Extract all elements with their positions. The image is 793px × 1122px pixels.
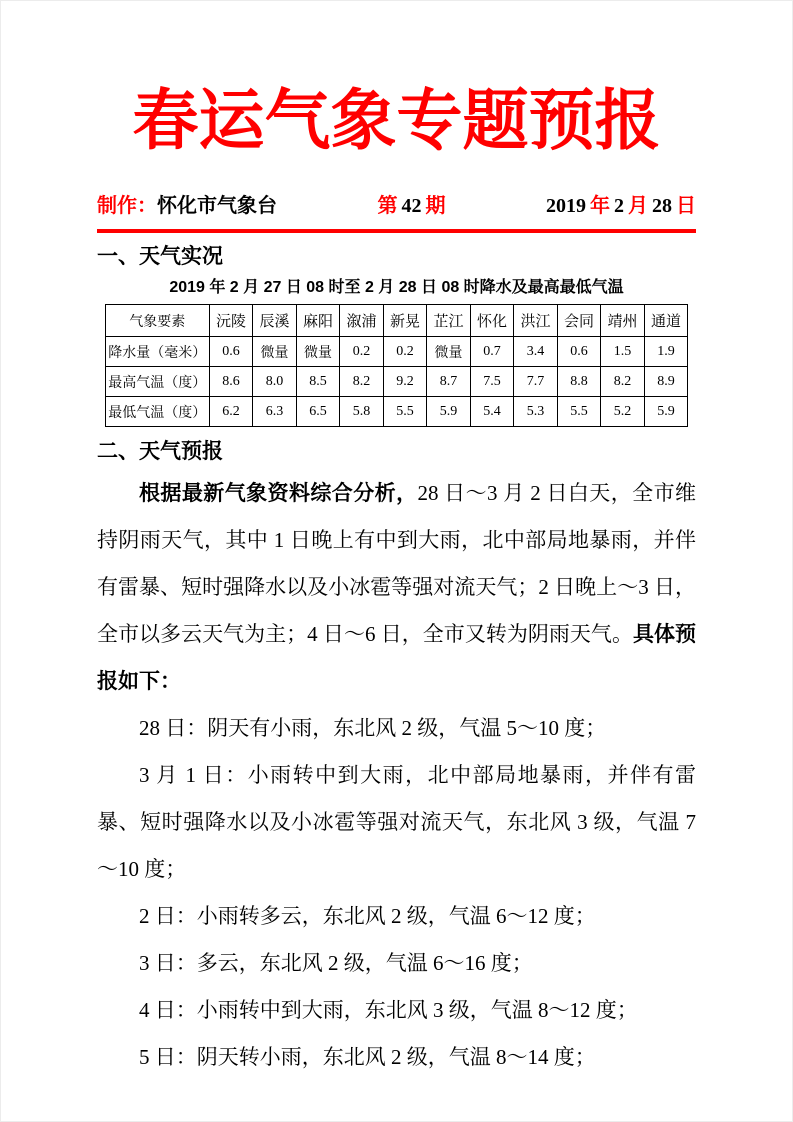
table-cell: 0.2 [340,337,384,367]
date-month-label: 月 [628,195,648,217]
table-station-header: 通道 [644,305,688,337]
forecast-item: 3 日：多云，东北风 2 级，气温 6～16 度； [139,951,533,975]
issue-info-row [97,192,696,220]
table-cell: 8.2 [340,367,384,397]
forecast-item: 3 月 1 日：小雨转中到大雨，北中部局地暴雨，并伴有雷暴、短时强降水以及小冰雹等强对流天气，东北风 3 级，气温 7～10 度； [97,763,696,881]
forecast-intro-lead: 根据最新气象资料综合分析， [139,482,418,505]
producer-name: 怀化市气象台 [157,195,277,217]
table-cell: 6.5 [296,397,340,427]
date-day: 28 [652,195,672,217]
table-cell: 8.6 [209,367,253,397]
table-station-header: 靖州 [601,305,645,337]
issue-number-value: 42 [401,195,422,217]
table-cell: 微量 [427,337,471,367]
section-heading-weather-forecast: 二、天气预报 [97,440,223,463]
table-cell: 7.5 [470,367,514,397]
red-divider [97,229,696,233]
page-title: 春运气象专题预报 [132,85,661,158]
date-year-label: 年 [590,195,610,217]
date-day-label: 日 [676,195,696,217]
table-cell: 9.2 [383,367,427,397]
issue-number [378,192,446,220]
forecast-intro [97,470,696,705]
producer-label: 制作： [97,195,157,217]
producer [97,192,277,220]
table-caption: 2019 年 2 月 27 日 08 时至 2 月 28 日 08 时降水及最高最低气温 [169,279,624,296]
table-station-header: 会同 [557,305,601,337]
table-cell: 6.2 [209,397,253,427]
table-row [105,367,688,397]
table-cell: 8.0 [253,367,297,397]
issue-prefix: 第 [377,195,398,217]
table-station-header: 芷江 [427,305,471,337]
table-cell: 1.5 [601,337,645,367]
table-station-header: 怀化 [470,305,514,337]
table-cell: 6.3 [253,397,297,427]
table-cell: 5.5 [383,397,427,427]
table-row-label: 降水量（毫米） [105,337,209,367]
table-cell: 5.4 [470,397,514,427]
forecast-item: 5 日：阴天转小雨，东北风 2 级，气温 8～14 度； [139,1045,596,1069]
table-row [105,397,688,427]
forecast-intro-tail: 具体预报如下： [97,623,697,693]
section-heading-weather-facts: 一、天气实况 [97,245,223,268]
table-cell: 微量 [253,337,297,367]
forecast-list [97,705,696,1081]
table-row-label: 最低气温（度） [105,397,209,427]
table-cell: 0.6 [557,337,601,367]
table-cell: 5.2 [601,397,645,427]
table-station-header: 洪江 [514,305,558,337]
table-cell: 7.7 [514,367,558,397]
weather-table [105,304,689,427]
table-cell: 微量 [296,337,340,367]
table-cell: 5.9 [644,397,688,427]
table-cell: 8.9 [644,367,688,397]
weather-table-header-row [105,305,688,337]
table-cell: 1.9 [644,337,688,367]
table-cell: 3.4 [514,337,558,367]
table-station-header: 沅陵 [209,305,253,337]
table-cell: 8.5 [296,367,340,397]
forecast-item: 2 日：小雨转多云，东北风 2 级，气温 6～12 度； [139,904,596,928]
table-station-header: 麻阳 [296,305,340,337]
date-year: 2019 [546,195,586,217]
table-cell: 8.2 [601,367,645,397]
table-station-header: 辰溪 [253,305,297,337]
table-cell: 5.3 [514,397,558,427]
table-cell: 0.6 [209,337,253,367]
table-cell: 5.5 [557,397,601,427]
table-row-label: 最高气温（度） [105,367,209,397]
table-cell: 5.9 [427,397,471,427]
page-content [97,0,696,1081]
table-cell: 0.7 [470,337,514,367]
table-cell: 8.7 [427,367,471,397]
issue-suffix: 期 [425,195,446,217]
table-station-header: 溆浦 [340,305,384,337]
weather-table-body [105,337,688,427]
table-station-header: 新晃 [383,305,427,337]
table-cell: 0.2 [383,337,427,367]
forecast-item: 28 日：阴天有小雨，东北风 2 级，气温 5～10 度； [139,716,607,740]
table-row [105,337,688,367]
table-cell: 5.8 [340,397,384,427]
table-corner-header: 气象要素 [105,305,209,337]
date-month: 2 [614,195,624,217]
forecast-item: 4 日：小雨转中到大雨，东北风 3 级，气温 8～12 度； [139,998,638,1022]
forecast-intro-body: 28 日～3 月 2 日白天，全市维持阴雨天气，其中 1 日晚上有中到大雨，北中部局地暴雨，并伴有雷暴、短时强降水以及小冰雹等强对流天气；2 日晚上～3 日，全市以多云天气为主；4 日～6 日，全市又转为阴雨天气。 [97,481,696,646]
issue-date [546,192,696,220]
table-cell: 8.8 [557,367,601,397]
